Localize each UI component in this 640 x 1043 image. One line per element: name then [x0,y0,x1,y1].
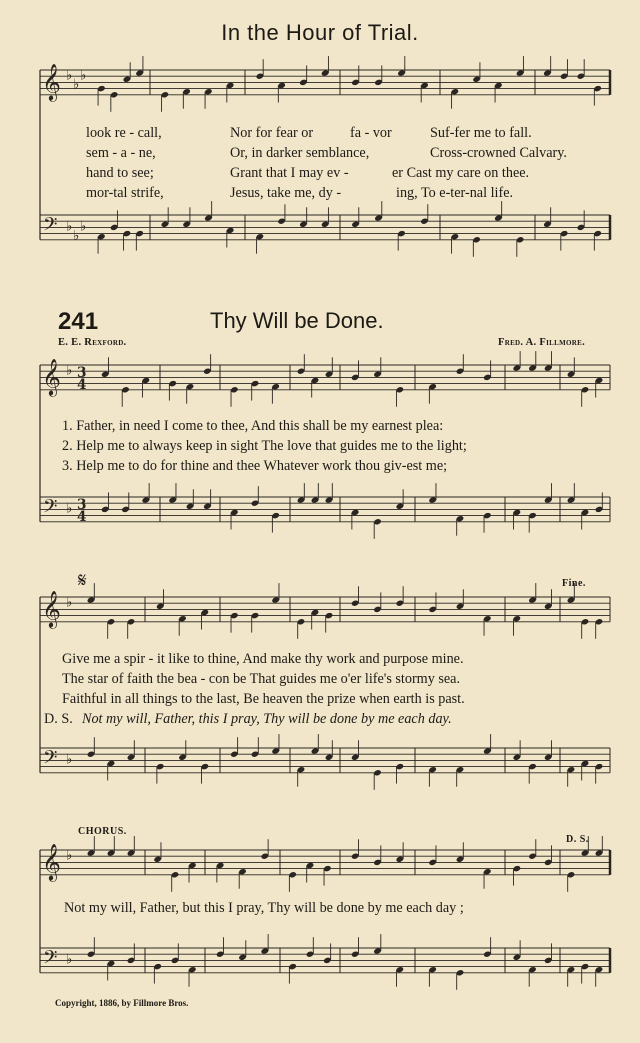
verse-2-line-a: 2. Help me to always keep in sight The love that guides me to the light; [62,438,467,454]
upper-lyric-3b: Grant that I may ev - [230,165,349,181]
svg-text:𝄢: 𝄢 [43,747,58,774]
verse-2-line-b: The star of faith the bea - con be That guides me o'er life's stormy sea. [62,671,461,687]
fine-mark: Fine. [562,578,586,589]
copyright: Copyright, 1886, by Fillmore Bros. [55,998,189,1008]
ds-mark: D. S. [566,834,589,845]
svg-text:𝄞: 𝄞 [42,842,62,881]
svg-text:4: 4 [77,509,87,526]
author: E. E. Rexford. [58,337,127,348]
upper-lyric-3a: hand to see; [86,165,154,181]
svg-text:𝄞: 𝄞 [42,357,62,396]
hymn-title: Thy Will be Done. [210,308,384,333]
svg-text:♭: ♭ [66,951,73,968]
upper-lyric-1d: Suf-fer me to fall. [430,125,532,141]
svg-text:𝄞: 𝄞 [42,62,62,101]
svg-text:♭: ♭ [66,218,73,235]
svg-text:𝄢: 𝄢 [43,496,58,523]
svg-text:𝄞: 𝄞 [42,589,62,628]
composer: Fred. A. Fillmore. [498,337,585,348]
svg-text:3: 3 [77,496,87,513]
upper-lyric-4a: mor-tal strife, [86,185,164,201]
svg-text:♭: ♭ [73,227,80,244]
svg-text:3: 3 [77,364,87,381]
upper-lyric-3c: er Cast my care on thee. [392,165,530,181]
upper-hymn-title: In the Hour of Trial. [221,20,419,45]
segno-sign: 𝄋 [78,570,87,592]
verse-1-line-a: 1. Father, in need I come to thee, And this shall be my earnest plea: [62,418,444,434]
upper-lyric-1b: Nor for fear or [230,125,314,141]
svg-text:♭: ♭ [66,67,73,84]
upper-lyric-2b: Or, in darker semblance, [230,145,370,161]
chorus-line: Not my will, Father, but this I pray, Thy will be done by me each day ; [64,900,464,916]
svg-text:♭: ♭ [66,594,73,611]
svg-text:𝄢: 𝄢 [43,214,58,241]
upper-lyric-4c: ing, To e-ter-nal life. [396,185,514,201]
svg-text:𝄢: 𝄢 [43,947,58,974]
verse-3-line-b: Faithful in all things to the last, Be heaven the prize when earth is past. [62,691,465,707]
verse-3-line-a: 3. Help me to do for thine and thee Whatever work thou giv-est me; [62,458,448,474]
ds-line: Not my will, Father, this I pray, Thy will be done by me each day. [82,711,452,727]
hymn-number: 241 [58,308,99,335]
chorus-label: CHORUS. [78,826,127,837]
upper-lyric-2a: sem - a - ne, [86,145,156,161]
svg-text:4: 4 [77,377,87,394]
upper-lyric-2c: Cross-crowned Calvary. [430,145,567,161]
upper-lyric-1a: look re - call, [86,125,162,141]
svg-text:♭: ♭ [66,362,73,379]
svg-text:♭: ♭ [73,76,80,93]
svg-text:♭: ♭ [66,751,73,768]
svg-text:♭: ♭ [80,67,87,84]
upper-lyric-1c: fa - vor [350,125,392,141]
verse-1-line-b: Give me a spir - it like to thine, And make thy work and purpose mine. [62,651,464,667]
ds-prefix: D. S. [44,711,73,727]
upper-lyric-4b: Jesus, take me, dy - [230,185,342,201]
svg-text:♭: ♭ [66,847,73,864]
svg-text:♭: ♭ [80,218,87,235]
svg-text:♭: ♭ [66,500,73,517]
